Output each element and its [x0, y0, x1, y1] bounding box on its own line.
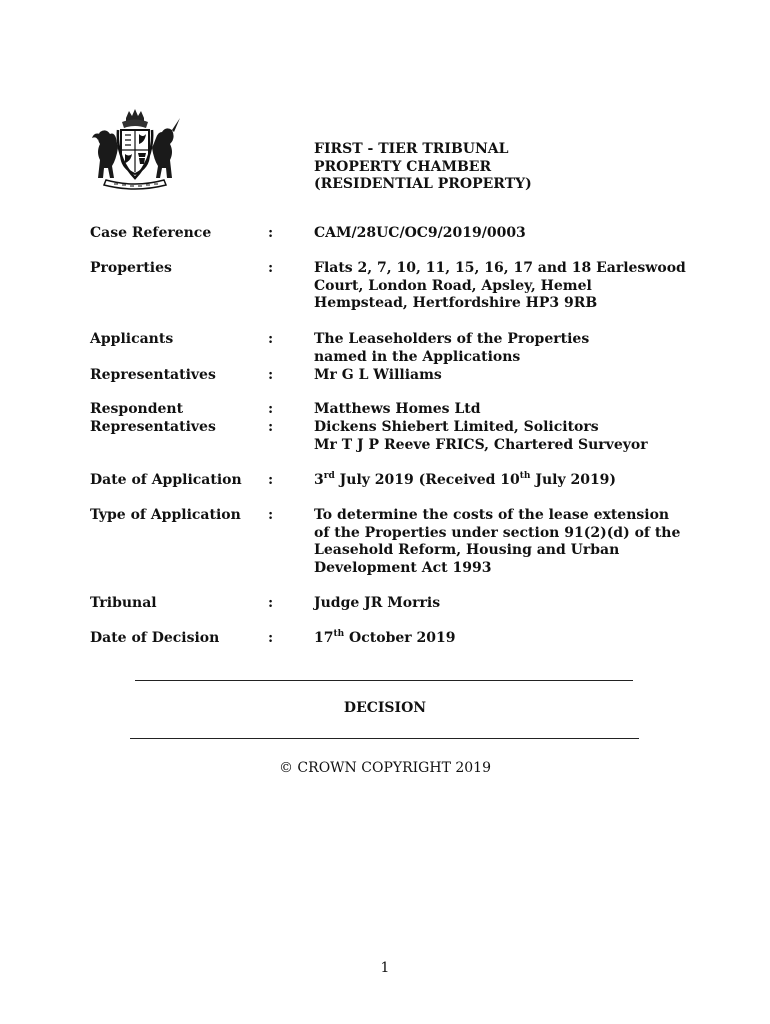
heading-line-2: PROPERTY CHAMBER [314, 158, 492, 175]
date-of-application-value [314, 472, 616, 490]
tribunal-label: Tribunal [90, 595, 157, 611]
separator-colon: : [268, 331, 274, 347]
royal-coat-of-arms-icon [88, 108, 182, 190]
type-of-application-line: of the Properties under section 91(2)(d) of the [314, 524, 681, 541]
respondent-label: Respondent [90, 401, 184, 417]
properties-line: Court, London Road, Apsley, Hemel [314, 277, 592, 294]
application-day-suffix: rd [323, 471, 335, 481]
separator-colon: : [268, 595, 274, 611]
received-day-suffix: th [519, 471, 531, 481]
decision-title: DECISION [343, 700, 427, 716]
bottom-divider [130, 738, 639, 739]
application-month-year: July 2019 (Received [334, 472, 501, 488]
received-day: 10 [500, 472, 520, 488]
separator-colon: : [268, 225, 274, 241]
type-of-application-line: To determine the costs of the lease extension [314, 507, 670, 523]
applicants-label: Applicants [90, 331, 174, 347]
date-of-application-label: Date of Application [90, 472, 242, 488]
properties-value [314, 260, 686, 313]
decision-day-suffix: th [333, 629, 345, 639]
applicant-representatives-value: Mr G L Williams [314, 367, 442, 383]
applicants-value [314, 331, 589, 366]
top-divider [135, 680, 633, 681]
separator-colon: : [268, 419, 274, 435]
properties-line: Flats 2, 7, 10, 11, 15, 16, 17 and 18 Earleswood [314, 260, 686, 276]
decision-day: 17 [314, 630, 334, 646]
respondent-value: Matthews Homes Ltd [314, 401, 481, 417]
decision-month-year: October 2019 [344, 630, 456, 646]
respondent-representatives-line: Mr T J P Reeve FRICS, Chartered Surveyor [314, 436, 648, 453]
case-reference-label: Case Reference [90, 225, 212, 241]
case-reference-value: CAM/28UC/OC9/2019/0003 [314, 225, 526, 241]
application-day: 3 [314, 472, 324, 488]
date-of-decision-value [314, 630, 456, 648]
separator-colon: : [268, 472, 274, 488]
type-of-application-line: Leasehold Reform, Housing and Urban [314, 542, 620, 558]
respondent-representatives-value [314, 419, 648, 454]
date-of-decision-label: Date of Decision [90, 630, 220, 646]
heading-line-3: (RESIDENTIAL PROPERTY) [314, 176, 532, 192]
applicant-representatives-label: Representatives [90, 367, 216, 383]
separator-colon: : [268, 367, 274, 383]
page-number: 1 [380, 960, 390, 976]
applicants-line: named in the Applications [314, 348, 521, 365]
separator-colon: : [268, 401, 274, 417]
crown-copyright: © CROWN COPYRIGHT 2019 [278, 760, 491, 776]
tribunal-heading [314, 141, 532, 194]
respondent-representatives-label: Representatives [90, 419, 216, 435]
received-rest: July 2019) [530, 472, 617, 488]
separator-colon: : [268, 507, 274, 523]
heading-line-1: FIRST - TIER TRIBUNAL [314, 141, 509, 157]
separator-colon: : [268, 630, 274, 646]
type-of-application-value [314, 507, 680, 577]
properties-line: Hempstead, Hertfordshire HP3 9RB [314, 295, 598, 311]
properties-label: Properties [90, 260, 172, 276]
applicants-line: The Leaseholders of the Properties [314, 331, 590, 347]
type-of-application-line: Development Act 1993 [314, 559, 492, 576]
type-of-application-label: Type of Application [90, 507, 241, 523]
respondent-representatives-line: Dickens Shiebert Limited, Solicitors [314, 419, 599, 435]
tribunal-value: Judge JR Morris [314, 595, 441, 611]
separator-colon: : [268, 260, 274, 276]
